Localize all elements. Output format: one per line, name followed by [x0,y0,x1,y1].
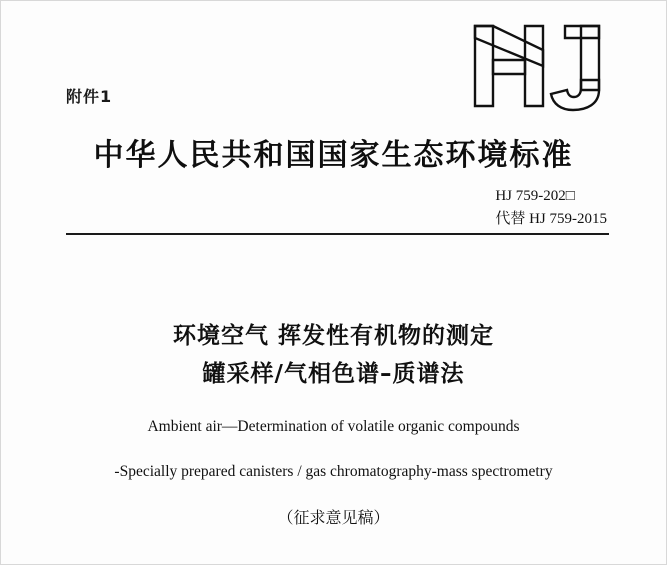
standard-number: HJ 759-202□ [495,188,575,204]
attachment-label: 附件1 [66,87,113,106]
draft-status-note: （征求意见稿） [277,508,390,527]
document-title-cn-line1: 环境空气 挥发性有机物的测定 [172,323,494,349]
hj-logo-icon [469,20,609,112]
document-title-en-line2: -Specially prepared canisters / gas chromatography-mass spectrometry [114,463,553,480]
document-title-cn-line2: 罐采样/气相色谱–质谱法 [202,360,465,387]
document-title-cn [0,318,667,394]
document-title-en-line1: Ambient air—Determination of volatile organic compounds [147,418,520,435]
national-standard-title: 中华人民共和国国家生态环境标准 [93,138,574,173]
standard-replaces: 代替 HJ 759-2015 [495,210,607,227]
horizontal-rule [66,233,609,235]
standard-code-block [495,185,607,230]
